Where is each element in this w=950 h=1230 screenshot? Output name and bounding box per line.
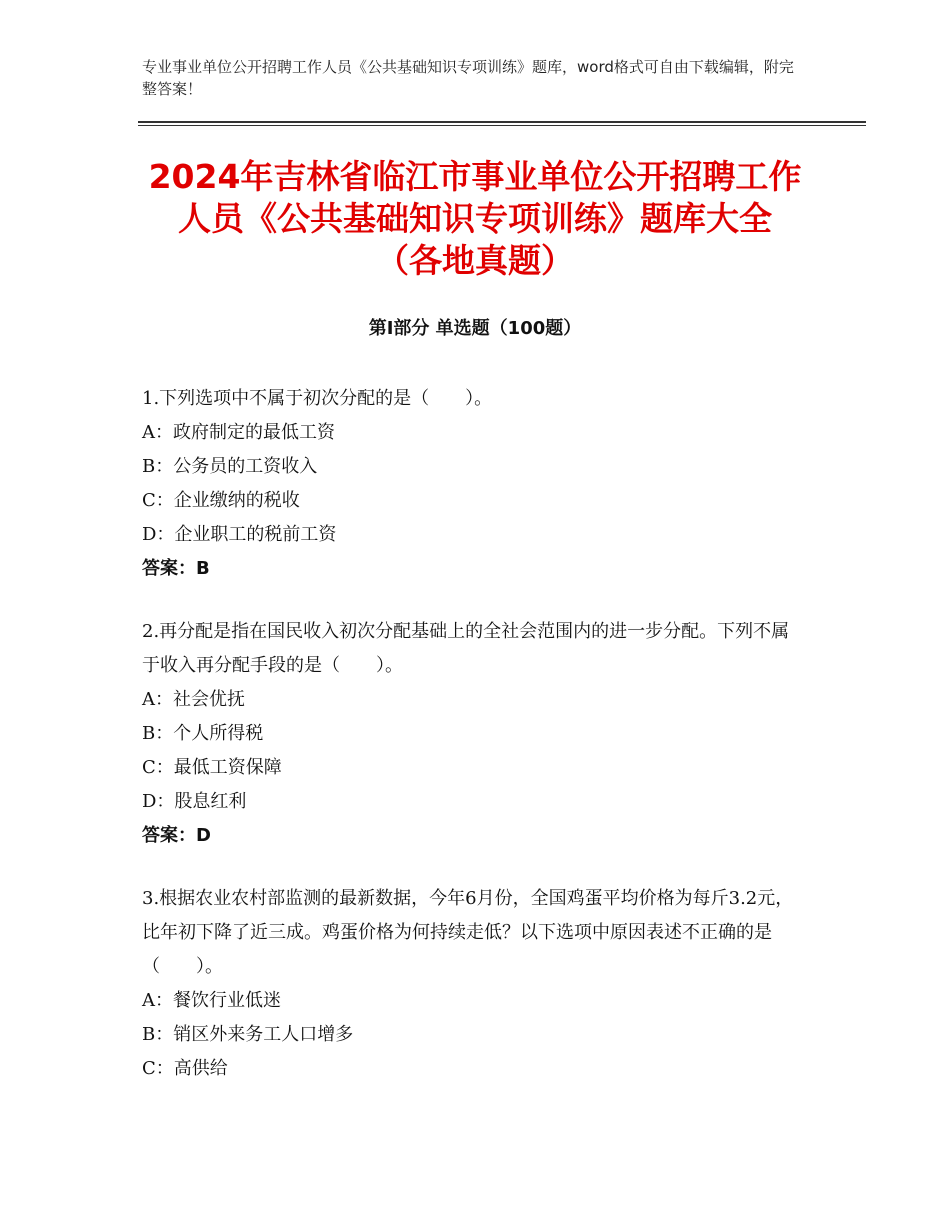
option-a: A：餐饮行业低迷 <box>142 990 281 1011</box>
header-divider-thin <box>138 125 866 126</box>
option-b: B：个人所得税 <box>142 723 264 744</box>
document-title-line-2: 人员《公共基础知识专项训练》题库大全 <box>178 199 772 238</box>
option-c: C：企业缴纳的税收 <box>142 490 300 511</box>
question-stem: 1.下列选项中不属于初次分配的是（ ）。 <box>142 388 493 409</box>
option-c: C：高供给 <box>142 1058 228 1079</box>
document-title-line-1: 2024年吉林省临江市事业单位公开招聘工作 <box>148 157 802 196</box>
document-title-line-3: （各地真题） <box>376 241 574 280</box>
option-b: B：公务员的工资收入 <box>142 456 318 477</box>
option-d: D：企业职工的税前工资 <box>142 524 337 545</box>
answer: 答案：B <box>142 558 210 579</box>
question-list <box>142 382 802 1115</box>
option-a: A：社会优抚 <box>142 689 245 710</box>
page-header: 专业事业单位公开招聘工作人员《公共基础知识专项训练》题库，word格式可自由下载编辑，附完整答案！ <box>142 58 794 98</box>
question-2 <box>142 615 802 853</box>
header-divider-thick <box>138 121 866 123</box>
answer: 答案：D <box>142 825 211 846</box>
option-c: C：最低工资保障 <box>142 757 282 778</box>
section-title: 第I部分 单选题（100题） <box>368 318 582 339</box>
question-3 <box>142 882 802 1086</box>
document-title <box>120 156 830 282</box>
option-b: B：销区外来务工人口增多 <box>142 1024 354 1045</box>
question-stem: 2.再分配是指在国民收入初次分配基础上的全社会范围内的进一步分配。下列不属于收入再分配手段的是（ ）。 <box>142 621 790 676</box>
option-d: D：股息红利 <box>142 791 247 812</box>
option-a: A：政府制定的最低工资 <box>142 422 335 443</box>
question-stem: 3.根据农业农村部监测的最新数据，今年6月份，全国鸡蛋平均价格为每斤3.2元，比年初下降了近三成。鸡蛋价格为何持续走低？以下选项中原因表述不正确的是（ ）。 <box>142 888 794 977</box>
question-1 <box>142 382 802 586</box>
